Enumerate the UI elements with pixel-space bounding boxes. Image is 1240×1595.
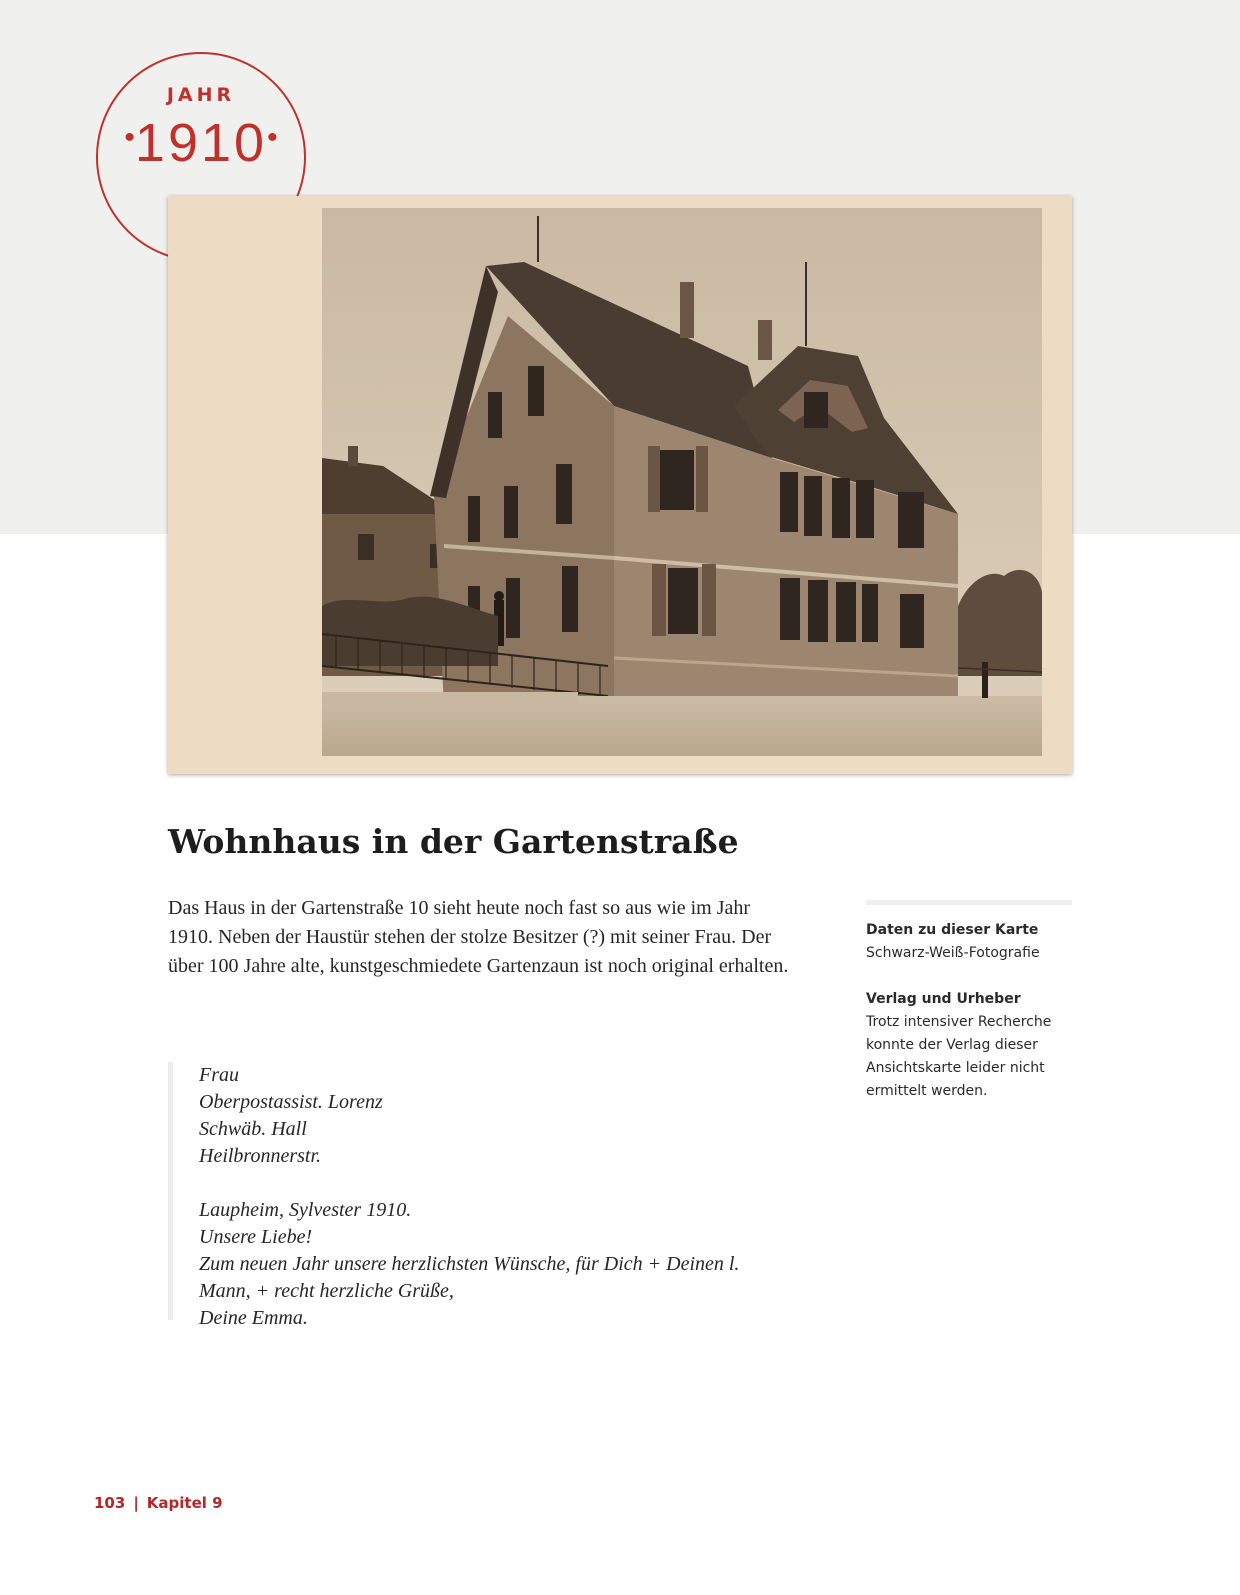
quote-line: Mann, + recht herzliche Grüße,: [199, 1280, 454, 1302]
footer-separator: |: [133, 1494, 139, 1512]
publisher-block: [866, 988, 1072, 1103]
quote-line: Deine Emma.: [199, 1307, 308, 1329]
stamp-year-line: [98, 112, 304, 174]
quote-line: Zum neuen Jahr unsere herzlichsten Wünsche, für Dich + Deinen l.: [199, 1253, 740, 1275]
house-photograph: [168, 196, 1072, 774]
page-number: 103: [94, 1494, 126, 1512]
stamp-label: JAHR: [166, 84, 236, 106]
article-body: Das Haus in der Gartenstraße 10 sieht heute noch fast so aus wie im Jahr 1910. Neben der Haustür stehen der stolze Besitzer (?) mit seiner Frau. Der über 100 Jahre alte, kunstgeschmiedete Gartenzaun ist noch original erhalten.: [168, 897, 789, 977]
card-info-sidebar: [866, 900, 1072, 1103]
quote-line: Heilbronnerstr.: [199, 1145, 322, 1167]
quote-line: Oberpostassist. Lorenz: [199, 1091, 383, 1113]
quote-line: Laupheim, Sylvester 1910.: [199, 1199, 412, 1221]
stamp-year: 1910: [134, 113, 268, 173]
card-data-block: [866, 919, 1072, 965]
stamp-dot-left: •: [124, 121, 135, 154]
house-photo-image: [168, 196, 1072, 774]
postcard-quote: [168, 1062, 788, 1329]
quote-line: Unsere Liebe!: [199, 1226, 313, 1248]
quote-line: Schwäb. Hall: [199, 1118, 307, 1140]
publisher-value: Trotz intensiver Recherche konnte der Verlag dieser Ansichtskarte leider nicht ermittelt werden.: [866, 1014, 1052, 1099]
publisher-heading: Verlag und Urheber: [866, 991, 1021, 1007]
card-data-value: Schwarz-Weiß-Fotografie: [866, 945, 1040, 961]
quote-line: Frau: [199, 1064, 239, 1086]
chapter-label: Kapitel 9: [146, 1494, 223, 1512]
card-data-heading: Daten zu dieser Karte: [866, 922, 1039, 938]
article-title: Wohnhaus in der Gartenstraße: [168, 822, 739, 861]
stamp-dot-right: •: [267, 121, 278, 154]
quote-gap: [199, 1170, 788, 1197]
page-footer: [94, 1494, 223, 1512]
